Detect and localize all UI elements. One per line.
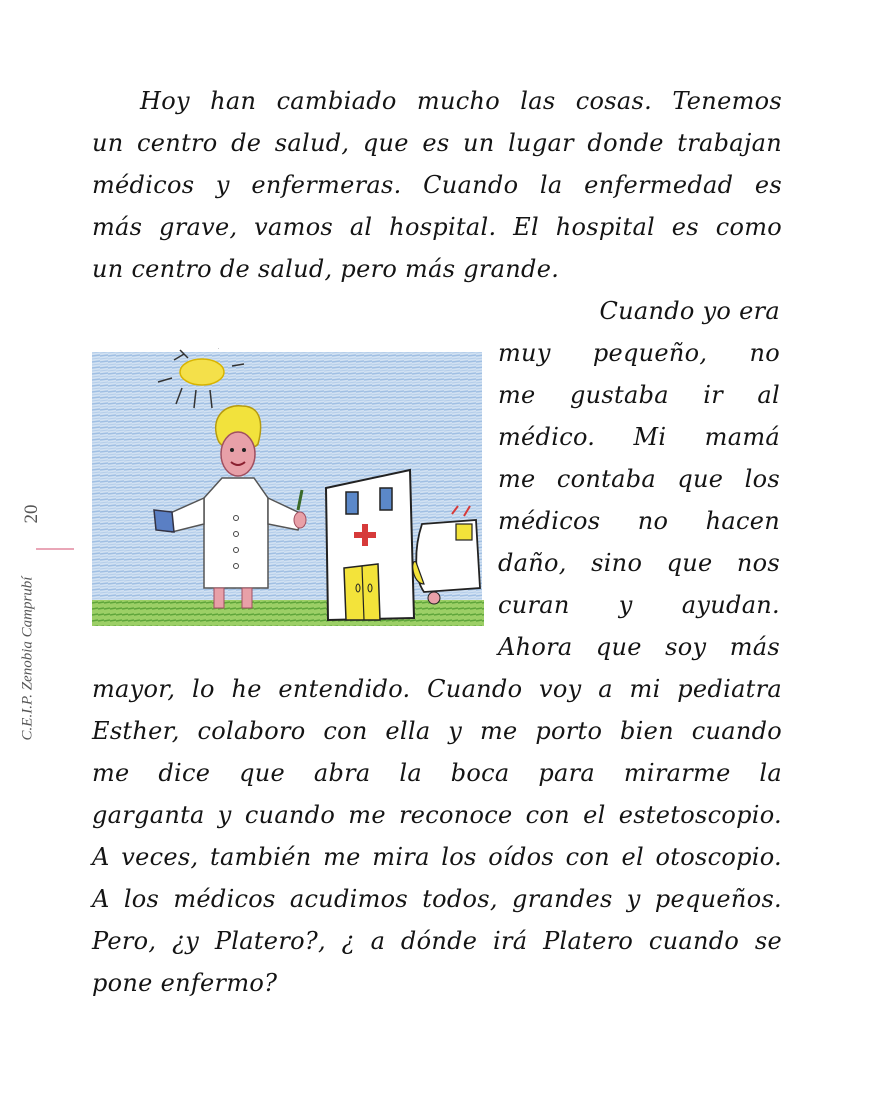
text-line: un centro de salud, pero más grande. [92, 255, 560, 283]
text-line: A los médicos acudimos todos, grandes y pequeños. [92, 885, 782, 913]
text-line: curan y ayudan. [498, 591, 780, 619]
child-drawing-illustration [92, 348, 484, 632]
text-line: Ahora que soy más [498, 633, 780, 661]
text-line: me contaba que los [498, 465, 780, 493]
text-line: daño, sino que nos [498, 549, 780, 577]
grass [92, 600, 484, 626]
hospital-building [326, 470, 414, 620]
text-line: A veces, también me mira los oídos con el otoscopio. [92, 843, 782, 871]
text-line: Cuando yo era [599, 297, 780, 325]
text-line: Hoy han cambiado mucho las cosas. Tenemos [140, 87, 782, 115]
text-line: muy pequeño, no [498, 339, 780, 367]
text-line: un centro de salud, que es un lugar donde trabajan [92, 129, 782, 157]
school-label: C.E.I.P. Zenobia Camprubí [19, 576, 36, 741]
text-line: médico. Mi mamá [498, 423, 780, 451]
text-line: médicos y enfermeras. Cuando la enfermedad es [92, 171, 782, 199]
text-line: Esther, colaboro con ella y me porto bien cuando [92, 717, 782, 745]
margin-divider [36, 548, 74, 550]
text-line: me gustaba ir al [498, 381, 780, 409]
text-line: médicos no hacen [498, 507, 780, 535]
text-line: garganta y cuando me reconoce con el estetoscopio. [92, 801, 782, 829]
text-line: mayor, lo he entendido. Cuando voy a mi pediatra [92, 675, 782, 703]
text-line: Pero, ¿y Platero?, ¿ a dónde irá Platero cuando se [92, 927, 782, 955]
text-line: me dice que abra la boca para mirarme la [92, 759, 782, 787]
page-number: 20 [21, 504, 42, 524]
text-line: más grave, vamos al hospital. El hospital es como [92, 213, 782, 241]
text-line: pone enfermo? [92, 969, 278, 997]
